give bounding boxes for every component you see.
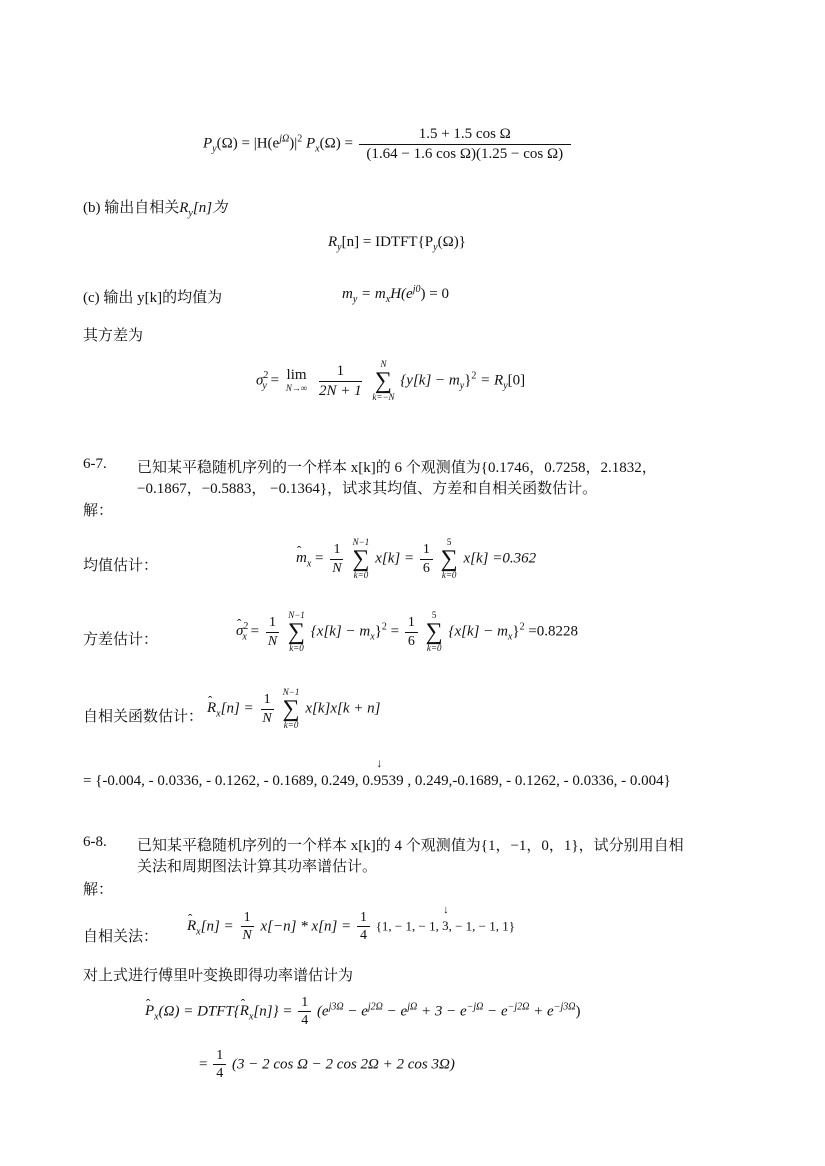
sum-upper: N <box>380 359 387 369</box>
eq-sup: 2 <box>263 370 269 382</box>
eq-text: − e <box>343 1003 368 1020</box>
eq-sub: y <box>433 242 438 253</box>
eq-text: {x[k] − m <box>448 623 508 640</box>
eq-text: {y[k] − m <box>400 372 460 389</box>
eq-sub: y <box>337 242 342 253</box>
eq-sub: y <box>212 143 217 155</box>
eq-symbol: R <box>239 1003 249 1020</box>
eq-variance-estimate: ˆ $\sigma^2_x$ = $\frac{1}{N}$ N−1 ∑ k=0 $\{x[k] - m_x\}^2$ = $\frac{1}{6}$ 5 ∑ k=0 $\{x[k] - m_x\}^2 =0.8228$ <box>236 611 578 653</box>
hat-symbol <box>296 550 307 567</box>
fraction-numerator: 1 <box>420 542 433 559</box>
set-center: 3 <box>442 918 449 934</box>
fraction-denominator: N <box>242 928 252 944</box>
eq-text: − e <box>382 1003 408 1020</box>
eq-text: [n] = IDTFT{P <box>341 234 434 250</box>
fraction-denominator: (1.64 − 1.6 cos Ω)(1.25 − cos Ω) <box>366 145 564 162</box>
eq-fraction <box>357 910 370 944</box>
eq-sup: 2 <box>243 621 249 633</box>
part-symbol: R <box>179 200 189 216</box>
values-prefix: = { <box>83 773 103 789</box>
eq-power-spectrum-result <box>199 1048 455 1082</box>
eq-sub: x <box>154 1011 159 1023</box>
fraction-numerator: 1 <box>405 615 418 632</box>
eq-text: = m <box>357 286 386 302</box>
sum-upper: N−1 <box>352 537 370 547</box>
eq-sub: x <box>370 631 375 643</box>
eq-sup: 2 <box>471 370 477 382</box>
hat-symbol <box>145 1003 154 1020</box>
problem-6-8-line1: 已知某平稳随机序列的一个样本 x[k]的 4 个观测值为{1，−1，0，1}，试分别用自相 <box>137 838 684 854</box>
set-before: {1, − 1, − 1, <box>375 918 443 934</box>
fraction-numerator: 1 <box>266 615 279 632</box>
eq-text: = <box>266 372 283 389</box>
eq-text: x[k]x[k + n] <box>305 700 381 717</box>
fraction-denominator: 4 <box>301 1013 309 1029</box>
eq-sup: j0 <box>412 284 421 295</box>
eq-fraction <box>213 1048 226 1082</box>
eq-mean-output <box>342 284 449 305</box>
summation-icon: N−1 ∑ k=0 <box>282 687 300 730</box>
eq-text: )| <box>289 135 298 152</box>
eq-text: x[k] =0.362 <box>463 550 537 567</box>
part-text: [n]为 <box>192 200 228 216</box>
eq-variance-output <box>256 360 525 402</box>
eq-sub: y <box>352 294 358 305</box>
part-text: (c) 输出 y[k]的均值为 <box>83 290 223 306</box>
fraction-numerator: 1.5 + 1.5 cos Ω <box>359 126 571 145</box>
values-center: 0.9539 <box>362 773 404 789</box>
set-after: , − 1, − 1, 1} <box>448 918 515 934</box>
values-after: , 0.249,-0.1689, - 0.1262, - 0.0336, - 0.004} <box>403 773 671 789</box>
eq-text: x[k] = <box>375 550 418 567</box>
eq-text: = R <box>476 372 504 389</box>
sum-lower: k=0 <box>289 643 304 653</box>
eq-text: } <box>374 623 382 640</box>
eq-text: (Ω) = DTFT{ <box>158 1003 240 1020</box>
values-center-wrap <box>362 756 404 790</box>
solution-label: 解： <box>83 882 114 898</box>
fraction-denominator: 2N + 1 <box>319 382 362 399</box>
fraction-denominator: N <box>332 560 342 576</box>
eq-symbol: σ <box>256 372 264 389</box>
eq-text: } <box>464 372 472 389</box>
problem-6-8-number: 6-8. <box>83 834 107 850</box>
hat-symbol <box>187 918 196 935</box>
eq-text: [0] <box>507 372 526 389</box>
summation-icon: 5 ∑ k=0 <box>440 537 458 580</box>
eq-text: (Ω)} <box>437 234 466 250</box>
eq-text: =0.8228 <box>524 623 579 640</box>
eq-sup: −j2Ω <box>507 1001 530 1013</box>
variance-intro: 其方差为 <box>83 328 144 344</box>
set-center-wrap <box>442 904 449 934</box>
eq-text: [n] = <box>200 918 238 935</box>
sum-upper: N−1 <box>288 610 305 620</box>
summation-icon: 5 ∑ k=0 <box>425 610 443 653</box>
eq-sup: 2 <box>381 621 387 633</box>
eq-sup: 2 <box>297 133 303 145</box>
fourier-intro: 对上式进行傅里叶变换即得功率谱估计为 <box>83 968 354 984</box>
summation-icon: N−1 ∑ k=0 <box>287 610 306 653</box>
problem-6-7-number: 6-7. <box>83 456 107 472</box>
eq-symbol: σ <box>236 623 244 640</box>
eq-autocorr-output <box>328 234 466 253</box>
sum-upper: 5 <box>446 537 452 547</box>
eq-text: + 3 − e <box>417 1003 467 1020</box>
fraction-denominator: N <box>267 633 278 649</box>
eq-fraction <box>265 615 280 649</box>
fraction-denominator: 4 <box>216 1066 224 1082</box>
summation-icon: N ∑ k=−N <box>372 359 395 402</box>
fraction-numerator: 1 <box>298 995 311 1012</box>
eq-text: (3 − 2 cos Ω − 2 cos 2Ω + 2 cos 3Ω) <box>231 1056 455 1073</box>
eq-symbol: R <box>207 700 217 717</box>
fraction-denominator: 4 <box>359 928 367 944</box>
eq-sup: jΩ <box>279 133 290 145</box>
sum-lower: k=0 <box>441 570 457 580</box>
eq-symbol: R <box>328 234 338 250</box>
eq-fraction <box>420 542 433 576</box>
eq-sup: 2 <box>519 621 525 633</box>
fraction-denominator: 6 <box>422 560 430 576</box>
eq-mean-estimate: ˆ $m_x$ = $\frac{1}{N}$ N−1 ∑ k=0 x[k] = $\frac{1}{6}$ 5 ∑ k=0 x[k] =0.362 <box>296 538 536 580</box>
eq-fraction <box>405 615 418 649</box>
limit-word: lim <box>286 367 307 384</box>
eq-symbol: P <box>302 135 316 152</box>
eq-sup: j3Ω <box>328 1001 344 1013</box>
eq-sup: −j3Ω <box>553 1001 576 1013</box>
eq-text: + e <box>529 1003 554 1020</box>
eq-fraction <box>316 363 365 399</box>
fraction-denominator: N <box>262 710 272 726</box>
eq-text: x[−n] * x[n] = <box>260 918 355 935</box>
eq-symbol: m <box>342 286 353 302</box>
eq-sub: y <box>262 380 267 392</box>
eq-symbol: m <box>296 550 307 567</box>
eq-sup: −jΩ <box>466 1001 484 1013</box>
sum-lower: k=0 <box>426 643 442 653</box>
autocorr-values <box>83 756 671 790</box>
sum-lower: k=−N <box>372 392 395 402</box>
fraction-numerator: 1 <box>261 692 274 709</box>
eq-sup: jΩ <box>407 1001 418 1013</box>
hat-symbol <box>240 1003 249 1020</box>
eq-text: [n]} = <box>253 1003 297 1020</box>
eq-fraction <box>359 126 571 162</box>
eq-text: (Ω) = <box>319 135 357 152</box>
fraction-numerator: 1 <box>319 363 363 382</box>
mean-estimate-label: 均值估计： <box>83 558 159 574</box>
problem-6-7-line1: 已知某平稳随机序列的一个样本 x[k]的 6 个观测值为{0.1746，0.7258，2.1832， <box>137 460 657 476</box>
eq-text: (Ω) = |H(e <box>216 135 280 152</box>
eq-symbol: R <box>187 918 197 935</box>
eq-sub: y <box>459 380 465 392</box>
values-before: -0.004, - 0.0336, - 0.1262, - 0.1689, 0.249, <box>102 773 363 789</box>
eq-text: ) = 0 <box>420 286 449 302</box>
eq-text: − e <box>483 1003 508 1020</box>
eq-text: H(e <box>390 286 413 302</box>
eq-fraction <box>239 910 254 944</box>
sum-upper: 5 <box>431 610 437 620</box>
sum-upper: N−1 <box>282 687 300 697</box>
fraction-denominator: 6 <box>407 633 415 649</box>
problem-6-8-line2: 关法和周期图法计算其功率谱估计。 <box>137 859 378 875</box>
eq-sup: j2Ω <box>367 1001 383 1013</box>
eq-sub: x <box>315 143 320 155</box>
eq-symbol: P <box>145 1003 155 1020</box>
eq-sub: x <box>385 294 391 305</box>
fraction-numerator: 1 <box>213 1048 226 1065</box>
summation-icon: N−1 ∑ k=0 <box>352 537 370 580</box>
autocorr-estimate-label: 自相关函数估计： <box>83 709 204 725</box>
down-arrow-icon: ↓ <box>443 904 449 917</box>
sum-lower: k=0 <box>353 570 369 580</box>
fraction-numerator: 1 <box>330 542 343 559</box>
part-sub: y <box>188 208 193 219</box>
eq-autocorr-estimate <box>207 688 380 730</box>
eq-power-spectrum-output <box>203 126 573 162</box>
eq-autocorr-method <box>187 904 515 944</box>
eq-text: (e <box>316 1003 329 1020</box>
eq-sub: x <box>248 1011 254 1023</box>
fraction-numerator: 1 <box>357 910 370 927</box>
autocorr-method-label: 自相关法： <box>83 929 159 945</box>
eq-text: } <box>512 623 520 640</box>
fraction-numerator: 1 <box>241 910 254 927</box>
solution-label: 解： <box>83 503 114 519</box>
eq-sub: x <box>242 631 247 643</box>
part-b-label <box>83 196 227 219</box>
eq-sub: x <box>507 631 513 643</box>
hat-symbol <box>207 700 216 717</box>
eq-text: {x[k] − m <box>310 623 371 640</box>
eq-power-spectrum-estimate <box>145 995 580 1029</box>
part-c-label <box>83 286 222 307</box>
eq-fraction <box>259 692 274 726</box>
limit-sub: N→∞ <box>285 383 308 394</box>
problem-6-7-line2: −0.1867，−0.5883， −0.1364}，试求其均值、方差和自相关函数估计。 <box>137 481 598 497</box>
sum-lower: k=0 <box>283 720 299 730</box>
eq-sub: y <box>503 380 508 392</box>
eq-text: [n] = <box>220 700 258 717</box>
hat-symbol <box>236 623 243 640</box>
eq-fraction <box>329 542 344 576</box>
eq-symbol: P <box>203 135 213 152</box>
down-arrow-icon: ↓ <box>376 756 383 770</box>
part-text: (b) 输出自相关 <box>83 200 180 216</box>
variance-estimate-label: 方差估计： <box>83 632 159 648</box>
eq-sub: x <box>216 708 221 720</box>
eq-sub: x <box>196 926 201 938</box>
eq-text: ) <box>575 1003 581 1020</box>
eq-text: = <box>199 1056 212 1073</box>
limit-operator <box>286 368 307 393</box>
eq-sub: x <box>306 558 312 570</box>
eq-fraction <box>298 995 311 1029</box>
